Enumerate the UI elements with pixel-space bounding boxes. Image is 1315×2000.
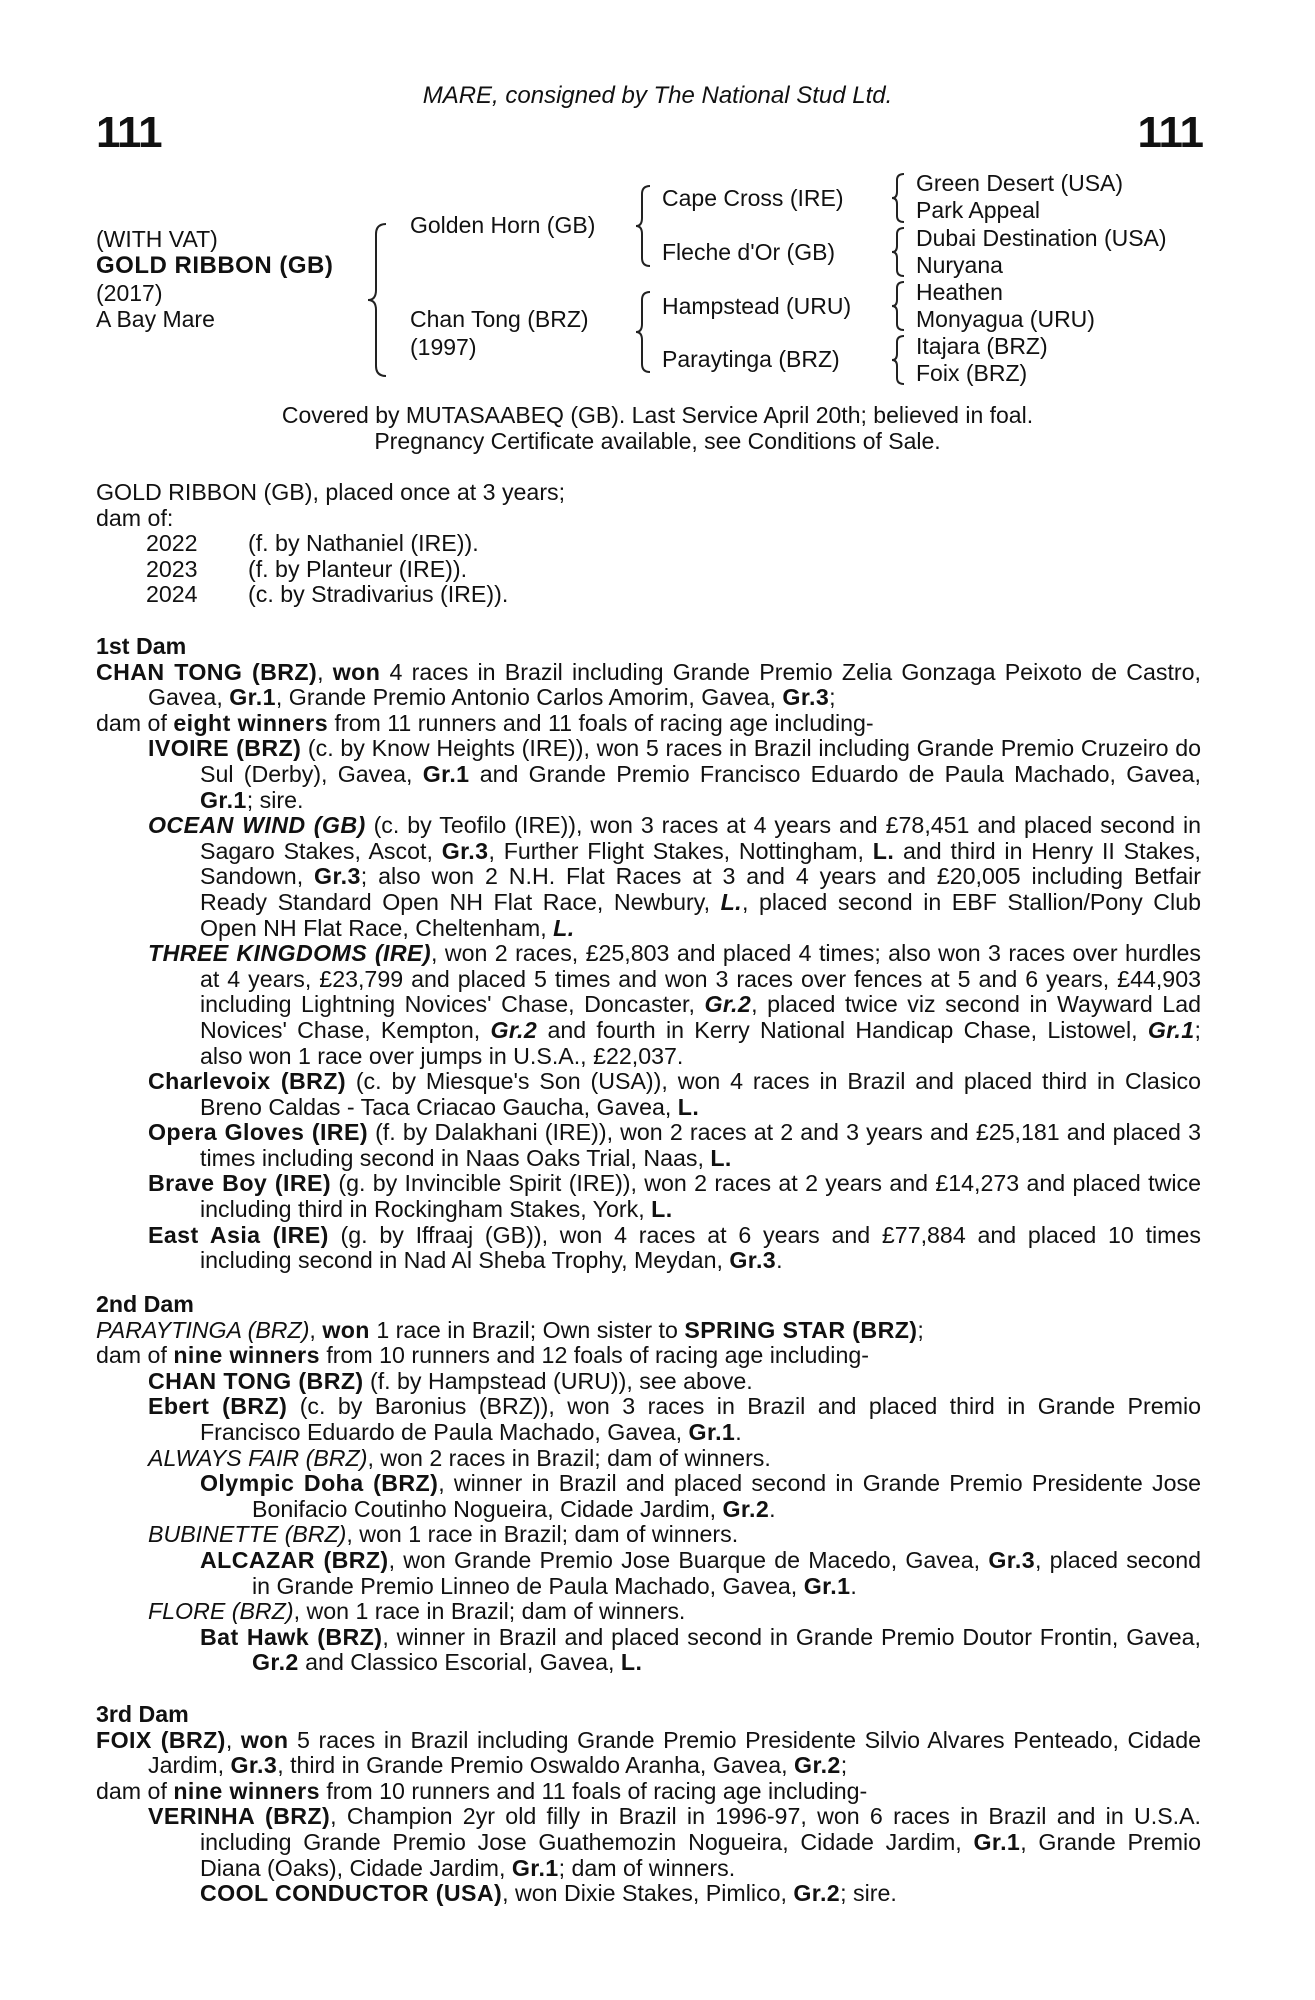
text: . [769,1495,776,1522]
winners-count: eight winners [173,709,328,736]
winners-count: nine winners [173,1342,320,1369]
covered-line-1: Covered by MUTASAABEQ (GB). Last Service April 20th; believed in foal. [281,402,1034,428]
grand-progeny-entry [96,1548,1201,1599]
ggs-2: Dubai Destination (USA) [916,225,1167,251]
won-label: won [240,1726,289,1753]
text: , Grande Premio Antonio Carlos Amorim, Gavea, [275,684,783,711]
winners-count: nine winners [173,1777,320,1804]
ggd-2: Nuryana [916,252,1003,278]
grade: Gr.1 [803,1572,851,1599]
progeny-entry [96,941,1201,1069]
dam-name: CHAN TONG (BRZ) [96,658,318,685]
text: 1 race in Brazil; Own sister to [369,1316,685,1343]
ggs-4: Itajara (BRZ) [916,333,1048,359]
grade: Gr.3 [230,1752,278,1779]
text: , won 2 races in Brazil; dam of winners. [367,1444,771,1471]
progeny-name: East Asia (IRE) [148,1221,329,1248]
progeny-name: VERINHA (BRZ) [148,1803,331,1830]
first-dam-section [96,634,1201,1274]
progeny-entry [96,1223,1201,1274]
text: . [735,1418,742,1445]
text: , won 1 race in Brazil; dam of winners. [293,1598,686,1625]
progeny-entry [96,1394,1201,1445]
dam-of-line [96,1779,1201,1805]
produce-section [96,480,1201,608]
progeny-name: THREE KINGDOMS (IRE) [148,940,432,967]
grade: Gr.2 [793,1880,841,1907]
grade: L. [620,1649,643,1676]
progeny-name: Olympic Doha (BRZ) [200,1470,439,1497]
second-dam-section [96,1292,1201,1676]
grade: Gr.1 [511,1854,559,1881]
text: (f. by Dalakhani (IRE)), won 2 races at 2 and 3 years and £25,181 and placed 3 times including second in Naas Oaks Trial, Naas, [200,1119,1201,1171]
horse-name: GOLD RIBBON (GB) [96,252,334,279]
text: . [850,1572,857,1599]
grade: Gr.3 [314,863,361,890]
text: ; also won 1 race over jumps in U.S.A., £22,037. [200,1016,1201,1069]
text: (c. by Miesque's Son (USA)), won 4 races in Brazil and placed third in Clasico Breno Caldas - Taca Criacao Gaucha, Gavea, [200,1068,1201,1120]
ggd-1: Park Appeal [916,197,1041,223]
grand-progeny-entry [96,1471,1201,1522]
text: from 10 runners and 12 foals of racing age including- [319,1342,869,1369]
text: ; [917,1316,924,1343]
grand-progeny-entry [96,1625,1201,1676]
ggs-1: Green Desert (USA) [916,170,1124,196]
progeny-name: Opera Gloves (IRE) [148,1119,368,1146]
progeny-entry [96,1446,1201,1472]
section-heading: 3rd Dam [96,1701,189,1727]
grade: L. [553,914,575,941]
produce-year: 2022 [146,530,198,557]
progeny-name: Brave Boy (IRE) [148,1170,332,1197]
produce-dam-of: dam of: [96,504,174,531]
progeny-entry [96,1522,1201,1548]
grade: Gr.1 [229,684,276,711]
grade: L. [710,1144,732,1171]
dam-sire: Hampstead (URU) [662,293,852,319]
section-heading: 2nd Dam [96,1291,194,1317]
page-subtitle: MARE, consigned by The National Stud Ltd. [422,82,893,109]
text: ; sire. [840,1880,897,1907]
progeny-name: ALCAZAR (BRZ) [200,1546,389,1573]
text: (c. by Teofilo (IRE)), won 3 races at 4 years and £78,451 and placed second in Sagaro Stakes, Ascot, [200,812,1201,864]
dam-summary: CHAN TONG (BRZ), won 4 races in Brazil including Grande Premio Zelia Gonzaga Peixoto de Castro, Gavea, Gr.1, Grande Premio Antonio Carlos Amorim, Gavea, Gr.3; [96,658,1201,711]
text: dam of [96,709,174,736]
grade: Gr.1 [688,1418,736,1445]
won-label: won [332,658,381,685]
bracket-sd [890,226,908,278]
grade: Gr.2 [794,1752,841,1779]
produce-item [96,582,1201,608]
covered-note [0,402,1315,454]
dam-dam: Paraytinga (BRZ) [662,346,840,372]
grade: Gr.3 [988,1546,1036,1573]
text: , winner in Brazil and placed second in Grande Premio Presidente Jose Bonifacio Coutinho Nogueira, Cidade Jardim, [252,1470,1202,1522]
progeny-entry [96,813,1201,941]
bracket-ds [890,280,908,332]
text: and Grande Premio Francisco Eduardo de Paula Machado, Gavea, [469,760,1201,787]
dam-of-line [96,1343,1201,1369]
bracket-dd [890,334,908,386]
text: , third in Grande Premio Oswaldo Aranha, Gavea, [277,1752,795,1779]
section-heading: 1st Dam [96,633,187,659]
progeny-name: Ebert (BRZ) [148,1393,288,1420]
ggd-4: Foix (BRZ) [916,360,1028,386]
horse-description: A Bay Mare [96,306,215,332]
text: . [776,1247,783,1274]
lot-number-left: 111 [96,108,162,157]
grade: Gr.2 [252,1649,299,1676]
progeny-entry [96,1120,1201,1171]
sire-sire: Cape Cross (IRE) [662,185,844,211]
sister-name: SPRING STAR (BRZ) [684,1316,918,1343]
text: , [225,1726,241,1753]
text: , winner in Brazil and placed second in Grande Premio Doutor Frontin, Gavea, [382,1623,1201,1650]
progeny-name: OCEAN WIND (GB) [148,812,366,839]
text: , [309,1316,323,1343]
text: , won Grande Premio Jose Buarque de Macedo, Gavea, [388,1546,989,1573]
progeny-name: Charlevoix (BRZ) [148,1068,346,1095]
text: 5 races in Brazil including Grande Premio Presidente Silvio Alvares Penteado, Cidade Jardim, [148,1726,1201,1779]
text: , won Dixie Stakes, Pimlico, [502,1880,794,1907]
sire-dam: Fleche d'Or (GB) [662,239,836,265]
text: and fourth in Kerry National Handicap Chase, Listowel, [537,1016,1148,1043]
progeny-entry [96,1069,1201,1120]
grade: Gr.1 [1147,1016,1195,1043]
dam: Chan Tong (BRZ) [410,306,589,332]
text: (g. by Invincible Spirit (IRE)), won 2 races at 2 years and £14,273 and placed twice including third in Rockingham Stakes, York, [200,1170,1201,1223]
text: dam of [96,1777,174,1804]
text: (g. by Iffraaj (GB)), won 4 races at 6 years and £77,884 and placed 10 times including second in Nad Al Sheba Trophy, Meydan, [200,1221,1201,1274]
progeny-name: ALWAYS FAIR (BRZ) [148,1444,368,1471]
produce-text: (c. by Stradivarius (IRE)). [248,581,509,608]
text: , won 2 races, £25,803 and placed 4 times; also won 3 races over hurdles at 4 years, £23,799 and placed 5 times and won 3 races over fences at 5 and 6 years, £44,903 including Lightning Novices' Chase, Doncaster, [200,940,1201,1018]
progeny-name: IVOIRE (BRZ) [148,735,302,762]
grade: Gr.1 [200,786,247,813]
grade: L. [677,1093,700,1120]
progeny-name: BUBINETTE (BRZ) [148,1521,347,1548]
text: and third in Henry II Stakes, Sandown, [200,837,1201,890]
grade: Gr.2 [722,1495,770,1522]
text: ; [829,684,836,711]
text: , won 1 race in Brazil; dam of winners. [346,1521,739,1548]
produce-item [96,557,1201,583]
ggs-3: Heathen [916,279,1003,305]
text: , Grande Premio Diana (Oaks), Cidade Jardim, [200,1828,1201,1881]
dam-summary [96,1728,1201,1779]
grade: L. [651,1196,673,1223]
produce-intro: GOLD RIBBON (GB), placed once at 3 years; [96,479,566,505]
won-label: won [322,1316,370,1343]
text: (c. by Baronius (BRZ)), won 3 races in Brazil and placed third in Grande Premio Francisco Eduardo de Paula Machado, Gavea, [200,1393,1201,1445]
text: and Classico Escorial, Gavea, [298,1649,621,1676]
text: from 10 runners and 11 foals of racing age including- [319,1777,868,1804]
text: , placed second in EBF Stallion/Pony Club Open NH Flat Race, Cheltenham, [200,888,1201,941]
grade: Gr.1 [422,760,470,787]
vat-note: (WITH VAT) [96,226,218,252]
lot-number-right: 111 [1137,108,1203,157]
covered-line-2: Pregnancy Certificate available, see Conditions of Sale. [374,428,941,454]
dam-of-line [96,711,1201,737]
text: 4 races in Brazil including Grande Premio Zelia Gonzaga Peixoto de Castro, Gavea, [148,658,1201,711]
ggd-3: Monyagua (URU) [916,306,1095,332]
dam-year: (1997) [410,334,477,360]
progeny-name: FLORE (BRZ) [148,1598,294,1625]
progeny-name: CHAN TONG (BRZ) [148,1367,364,1394]
progeny-name: COOL CONDUCTOR (USA) [200,1880,503,1907]
grade: L. [720,888,743,915]
third-dam-section [96,1702,1201,1907]
dam-bracket [634,290,654,374]
pedigree-bracket [366,222,392,378]
text: dam of [96,1342,174,1369]
progeny-entry [96,736,1201,813]
bracket-ss [890,172,908,224]
grade: Gr.2 [490,1016,538,1043]
progeny-entry [96,1599,1201,1625]
text: (f. by Hampstead (URU)), see above. [363,1367,753,1394]
text: ; also won 2 N.H. Flat Races at 3 and 4 years and £20,005 including Betfair Ready Standard Open NH Flat Race, Newbury, [200,863,1201,915]
text: , Further Flight Stakes, Nottingham, [488,837,873,864]
text: , Champion 2yr old filly in Brazil in 1996-97, won 6 races in Brazil and in U.S.A. including Grande Premio Jose Guathemozin Nogueira, Cidade Jardim, [200,1803,1202,1855]
progeny-name: Bat Hawk (BRZ) [200,1623,383,1650]
sire: Golden Horn (GB) [410,212,596,238]
horse-year: (2017) [96,280,163,306]
produce-year: 2024 [146,581,198,608]
produce-text: (f. by Planteur (IRE)). [248,555,468,582]
grade: Gr.1 [973,1828,1021,1855]
produce-text: (f. by Nathaniel (IRE)). [248,530,479,557]
produce-year: 2023 [146,555,198,582]
progeny-entry [96,1804,1201,1881]
dam-summary [96,1318,1201,1344]
text: , placed second in Grande Premio Linneo de Paula Machado, Gavea, [252,1546,1201,1599]
dam-name: FOIX (BRZ) [96,1726,226,1753]
grade: Gr.3 [441,837,489,864]
progeny-entry [96,1171,1201,1222]
text: from 11 runners and 11 foals of racing age including- [328,709,874,736]
text: ; sire. [246,786,304,813]
grand-progeny-entry [96,1881,1201,1907]
progeny-entry [96,1369,1201,1395]
text: ; dam of winners. [558,1854,736,1881]
grade: L. [872,837,895,864]
text: ; [840,1752,848,1779]
dam-name: PARAYTINGA (BRZ) [96,1316,310,1343]
sire-bracket [634,184,654,268]
grade: Gr.3 [729,1247,777,1274]
produce-item [96,531,1201,557]
text: , placed twice viz second in Wayward Lad Novices' Chase, Kempton, [200,991,1201,1043]
text: (c. by Know Heights (IRE)), won 5 races in Brazil including Grande Premio Cruzeiro do Sul (Derby), Gavea, [200,735,1202,787]
grade: Gr.3 [782,684,830,711]
grade: Gr.2 [704,991,752,1018]
